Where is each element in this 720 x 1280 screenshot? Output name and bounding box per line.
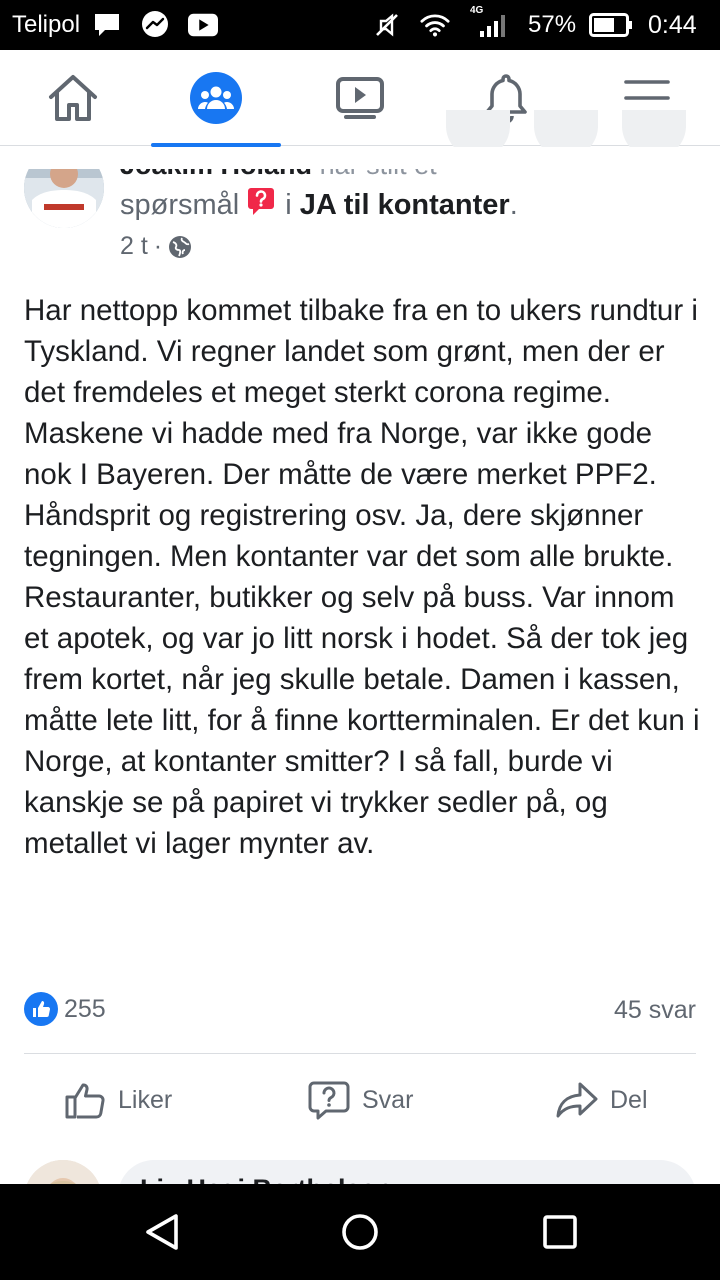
mute-icon bbox=[372, 8, 402, 42]
back-triangle-icon bbox=[142, 1212, 182, 1252]
tab-groups[interactable] bbox=[151, 50, 281, 146]
post-body-text: Har nettopp kommet tilbake fra en to ukers rundtur i Tyskland. Vi regner landet som grønt, men der er det fremdeles et meget sterkt corona regime. Maskene vi hadde med fra Norge, var ikke gode nok I Bayeren. Der måtte de være merket PPF2. Håndsprit og registrering osv. Ja, dere skjønner tegningen. Men kontanter var det som alle brukte. Restauranter, butikker og selv på buss. Var innom et apotek, og var jo litt norsk i hodet. Så der tok jeg frem kortet, når jeg skulle betale. Damen i kassen, måtte lete litt, for å finne kortterminalen. Er det kun i Norge, at kontanter smitter? I så fall, burde vi kanskje se på papiret vi trykker sedler på, og metallet vi lager mynter av. bbox=[24, 294, 700, 860]
wifi-icon bbox=[420, 8, 450, 42]
action-text-2: spørsmål bbox=[120, 188, 240, 221]
question-icon bbox=[247, 186, 275, 224]
network-type: 4G bbox=[470, 5, 484, 16]
chat-notification-icon bbox=[92, 8, 122, 42]
like-reaction-icon bbox=[24, 992, 58, 1026]
meta-separator: · bbox=[153, 232, 163, 260]
question-bubble-icon bbox=[308, 1080, 350, 1120]
scroll-clip bbox=[0, 147, 720, 169]
like-count: 255 bbox=[64, 994, 106, 1023]
share-label: Del bbox=[610, 1085, 648, 1114]
reactions-summary[interactable] bbox=[24, 992, 106, 1026]
reply-label: Svar bbox=[362, 1085, 414, 1114]
signal-icon bbox=[478, 8, 508, 42]
group-suffix: . bbox=[509, 188, 518, 221]
post-time[interactable]: 2 t bbox=[120, 232, 148, 260]
globe-icon bbox=[168, 235, 192, 259]
like-label: Liker bbox=[118, 1085, 173, 1114]
post-header-group-line bbox=[120, 186, 518, 224]
groups-icon bbox=[190, 72, 242, 124]
clock: 0:44 bbox=[648, 11, 697, 39]
in-text: i bbox=[285, 188, 292, 221]
tab-video[interactable] bbox=[295, 50, 425, 146]
reply-button[interactable] bbox=[308, 1072, 413, 1128]
top-nav-bar bbox=[0, 50, 720, 146]
home-icon bbox=[47, 73, 99, 123]
messenger-icon bbox=[140, 8, 170, 42]
share-arrow-icon bbox=[556, 1081, 598, 1119]
home-button[interactable] bbox=[338, 1210, 382, 1254]
battery-icon bbox=[588, 8, 634, 42]
system-nav-bar bbox=[0, 1184, 720, 1280]
group-name[interactable]: JA til kontanter bbox=[299, 188, 510, 221]
back-button[interactable] bbox=[140, 1210, 184, 1254]
reply-count[interactable]: 45 svar bbox=[614, 996, 696, 1024]
divider bbox=[24, 1053, 696, 1054]
youtube-icon bbox=[188, 8, 218, 42]
battery-percent: 57% bbox=[528, 11, 577, 38]
video-icon bbox=[334, 75, 386, 121]
carrier-name: Telipol bbox=[12, 11, 81, 38]
recents-square-icon bbox=[542, 1214, 578, 1250]
share-button[interactable] bbox=[556, 1072, 648, 1128]
recents-button[interactable] bbox=[538, 1210, 582, 1254]
thumbs-up-icon bbox=[64, 1080, 106, 1120]
home-circle-icon bbox=[340, 1212, 380, 1252]
like-button[interactable] bbox=[64, 1072, 172, 1128]
post-meta bbox=[120, 232, 192, 261]
status-bar bbox=[0, 0, 720, 50]
tab-home[interactable] bbox=[8, 50, 138, 146]
